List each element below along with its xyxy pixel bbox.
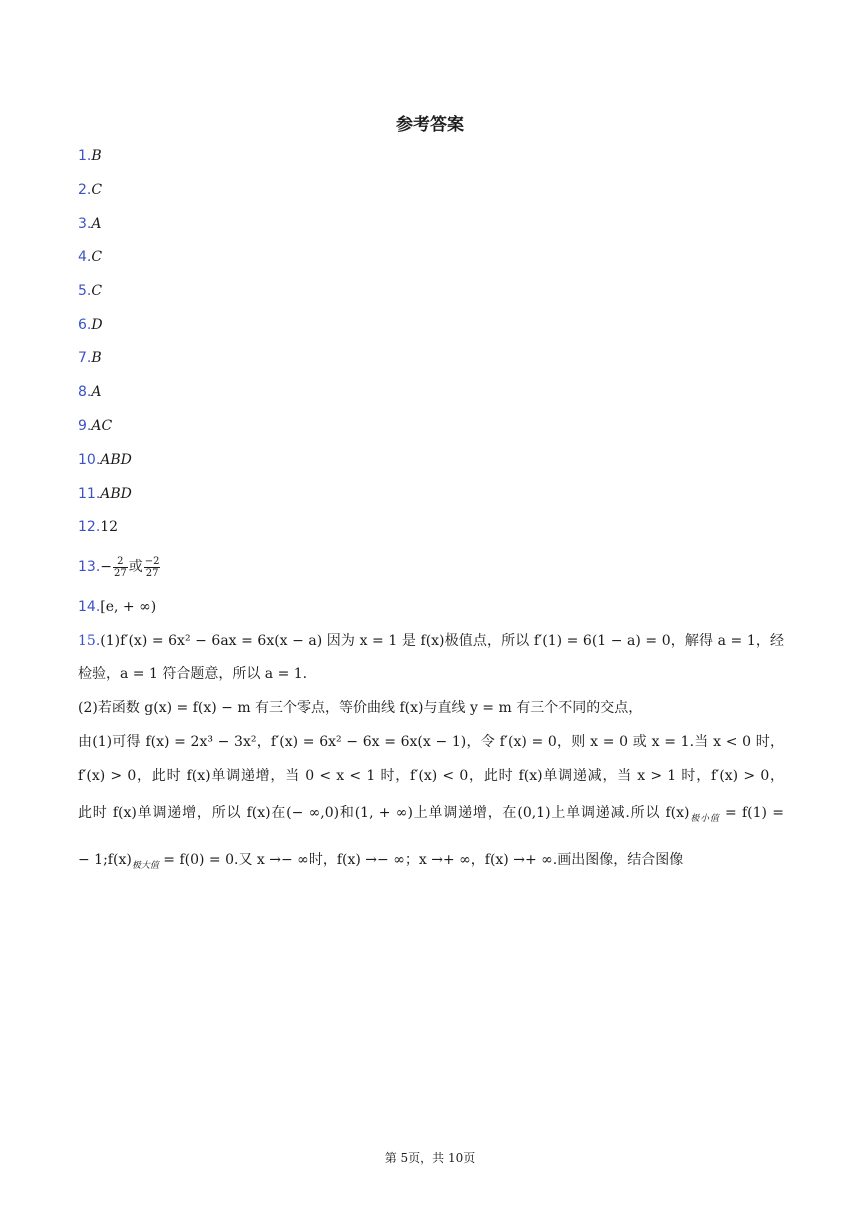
solution-line <box>78 850 784 876</box>
answer-item-14 <box>78 597 156 617</box>
solution-line: 由(1)可得 f(x) = 2x³ − 3x²，f′(x) = 6x² − 6x = 6x(x − 1)，令 f′(x) = 0，则 x = 0 或 x = 1.当 x < 0 时， <box>78 734 784 750</box>
answer-item-7 <box>78 348 102 368</box>
answer-item-8 <box>78 382 101 402</box>
answer-item-4 <box>78 247 102 267</box>
answer-value: B <box>91 148 102 164</box>
fraction-denominator: 27 <box>145 567 159 579</box>
answer-value: ABD <box>100 486 132 502</box>
subscript-min: 极小值 <box>689 814 720 824</box>
fraction-denominator: 27 <box>114 567 127 579</box>
answer-value: C <box>91 249 103 265</box>
answer-number: 14. <box>78 599 101 615</box>
answer-item-3 <box>78 214 101 234</box>
minus-sign: − <box>100 559 112 575</box>
page-title: 参考答案 <box>396 115 464 135</box>
answer-value: B <box>91 350 102 366</box>
solution-text: (1)f′(x) = 6x² − 6ax = 6x(x − a) 因为 x = 1 是 f(x)极值点，所以 f′(1) = 6(1 − a) = 0，解得 a = 1，经 <box>100 633 784 649</box>
answer-value: C <box>91 283 103 299</box>
answer-item-12 <box>78 517 118 537</box>
answer-item-10 <box>78 450 132 470</box>
answer-value: ABD <box>100 452 132 468</box>
solution-text: 此时 f(x)单调递增，所以 f(x)在(− ∞,0)和(1, + ∞)上单调递增，在(0,1)上单调递减.所以 f(x) <box>78 805 690 821</box>
solution-line <box>78 803 784 829</box>
fraction <box>144 556 161 579</box>
answer-value: D <box>91 317 103 333</box>
answer-item-1 <box>78 146 102 166</box>
answer-number: 11. <box>78 486 101 502</box>
answer-number: 13. <box>78 559 101 575</box>
solution-text: = f(0) = 0.又 x →− ∞时，f(x) →− ∞；x →+ ∞，f(x) →+ ∞.画出图像，结合图像 <box>158 852 684 868</box>
answer-number: 9. <box>78 418 92 434</box>
answer-item-5 <box>78 281 102 301</box>
solution-text: − 1;f(x) <box>78 852 132 868</box>
answer-value: AC <box>91 418 113 434</box>
solution-text: = f(1) = <box>719 805 784 821</box>
answer-value: 12 <box>100 519 119 535</box>
answer-number: 2. <box>78 182 92 198</box>
solution-line <box>78 631 784 651</box>
fraction-numerator: 2 <box>113 556 128 568</box>
answer-number: 15. <box>78 633 101 649</box>
answer-number: 6. <box>78 317 92 333</box>
answer-number: 8. <box>78 384 92 400</box>
answer-value: [e, + ∞) <box>100 599 157 615</box>
answer-number: 5. <box>78 283 92 299</box>
answer-number: 12. <box>78 519 101 535</box>
answer-item-2 <box>78 180 102 200</box>
answer-item-9 <box>78 416 112 436</box>
solution-line: (2)若函数 g(x) = f(x) − m 有三个零点，等价曲线 f(x)与直线 y = m 有三个不同的交点， <box>78 700 643 716</box>
answer-number: 3. <box>78 216 92 232</box>
answer-item-13 <box>78 554 161 580</box>
answer-number: 1. <box>78 148 92 164</box>
or-text: 或 <box>128 559 143 575</box>
answer-value: A <box>91 216 102 232</box>
answer-item-11 <box>78 484 132 504</box>
answer-number: 7. <box>78 350 92 366</box>
answer-number: 10. <box>78 452 101 468</box>
answer-value: C <box>91 182 103 198</box>
subscript-max: 极大值 <box>131 861 159 871</box>
page-footer: 第 5页，共 10页 <box>384 1151 476 1165</box>
fraction <box>113 556 128 579</box>
solution-line: f′(x) > 0，此时 f(x)单调递增，当 0 < x < 1 时，f′(x) < 0，此时 f(x)单调递减，当 x > 1 时，f′(x) > 0， <box>78 768 784 784</box>
solution-line: 检验，a = 1 符合题意，所以 a = 1. <box>78 666 308 682</box>
fraction-numerator: −2 <box>144 555 160 567</box>
answer-number: 4. <box>78 249 92 265</box>
answer-item-6 <box>78 315 103 335</box>
answer-value: A <box>91 384 102 400</box>
